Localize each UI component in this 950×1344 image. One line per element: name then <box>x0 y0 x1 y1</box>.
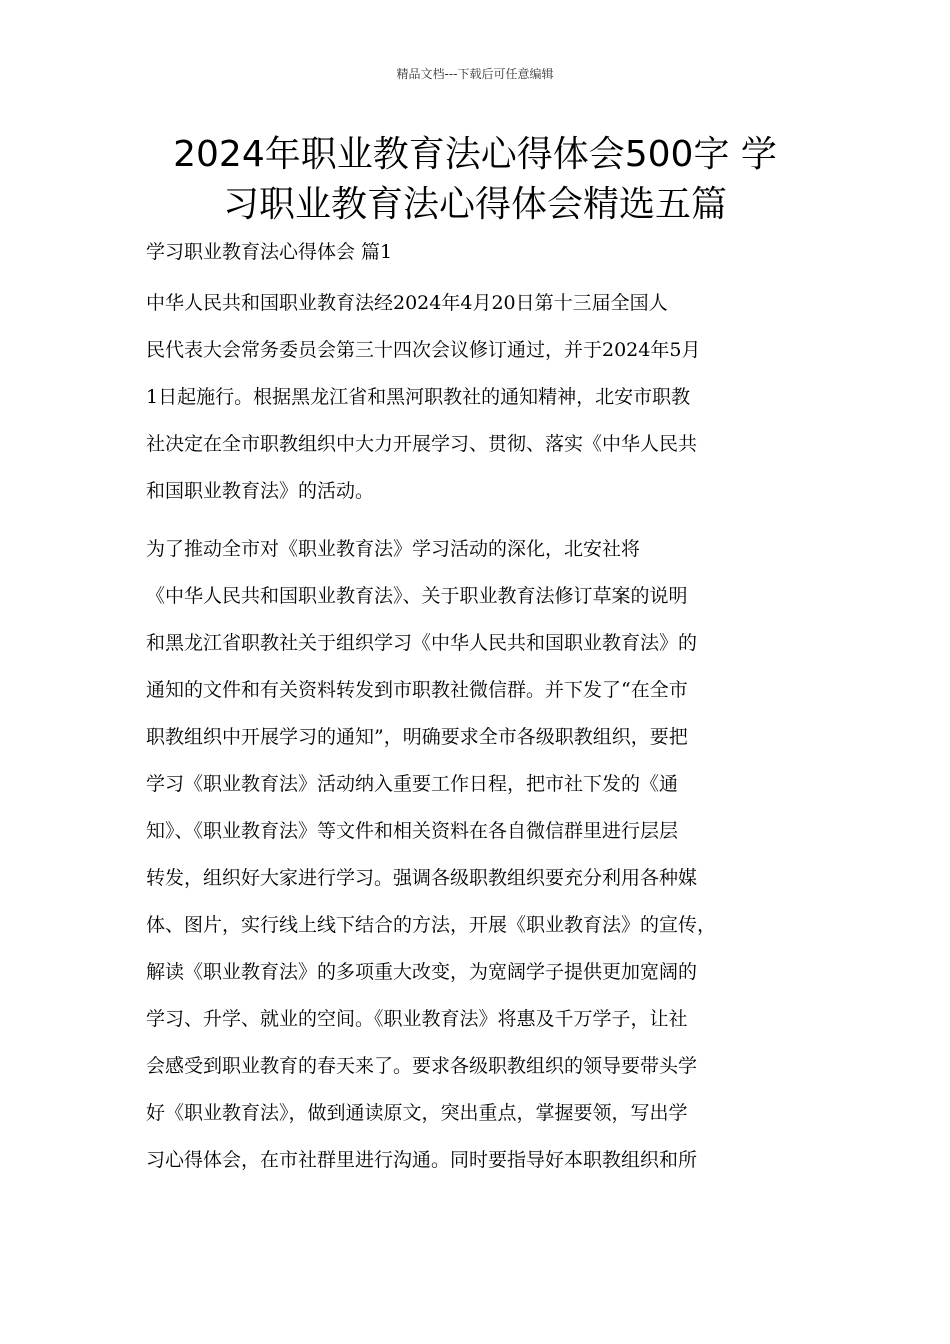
section-heading: 学习职业教育法心得体会 篇1 <box>146 241 393 263</box>
paragraph-line: 学习《职业教育法》活动纳入重要工作日程，把市社下发的《通 <box>146 773 679 795</box>
page-header: 精品文档---下载后可任意编辑 <box>396 67 554 81</box>
paragraph-1 <box>146 280 836 515</box>
paragraph-line: 1日起施行。根据黑龙江省和黑河职教社的通知精神，北安市职教 <box>146 386 691 408</box>
paragraph-line: 体、图片，实行线上线下结合的方法，开展《职业教育法》的宣传， <box>146 914 717 936</box>
paragraph-line: 转发，组织好大家进行学习。强调各级职教组织要充分利用各种媒 <box>146 867 698 889</box>
paragraph-line: 习心得体会，在市社群里进行沟通。同时要指导好本职教组织和所 <box>146 1149 698 1171</box>
paragraph-line: 好《职业教育法》，做到通读原文，突出重点，掌握要领，写出学 <box>146 1102 688 1124</box>
paragraph-line: 中华人民共和国职业教育法经2024年4月20日第十三届全国人 <box>146 292 668 314</box>
paragraph-line: 民代表大会常务委员会第三十四次会议修订通过，并于2024年5月 <box>146 339 701 361</box>
paragraph-line: 知》、《职业教育法》等文件和相关资料在各自微信群里进行层层 <box>146 820 679 842</box>
paragraph-line: 通知的文件和有关资料转发到市职教社微信群。并下发了“在全市 <box>146 679 688 701</box>
paragraph-line: 社决定在全市职教组织中大力开展学习、贯彻、落实《中华人民共 <box>146 433 698 455</box>
paragraph-line: 和黑龙江省职教社关于组织学习《中华人民共和国职业教育法》的 <box>146 632 698 654</box>
paragraph-line: 学习、升学、就业的空间。《职业教育法》将惠及千万学子，让社 <box>146 1008 688 1030</box>
paragraph-line: 和国职业教育法》的活动。 <box>146 480 375 502</box>
paragraph-line: 解读《职业教育法》的多项重大改变，为宽阔学子提供更加宽阔的 <box>146 961 698 983</box>
title-line-1: 2024年职业教育法心得体会500字 学 <box>173 134 777 175</box>
title-line-2: 习职业教育法心得体会精选五篇 <box>222 184 727 225</box>
paragraph-line: 职教组织中开展学习的通知”，明确要求全市各级职教组织，要把 <box>146 726 688 748</box>
paragraph-line: 《中华人民共和国职业教育法》、关于职业教育法修订草案的说明 <box>146 585 688 607</box>
paragraph-line: 为了推动全市对《职业教育法》学习活动的深化，北安社将 <box>146 538 641 560</box>
paragraph-line: 会感受到职业教育的春天来了。要求各级职教组织的领导要带头学 <box>146 1055 698 1077</box>
document-title <box>120 130 830 230</box>
paragraph-2 <box>146 526 836 1184</box>
